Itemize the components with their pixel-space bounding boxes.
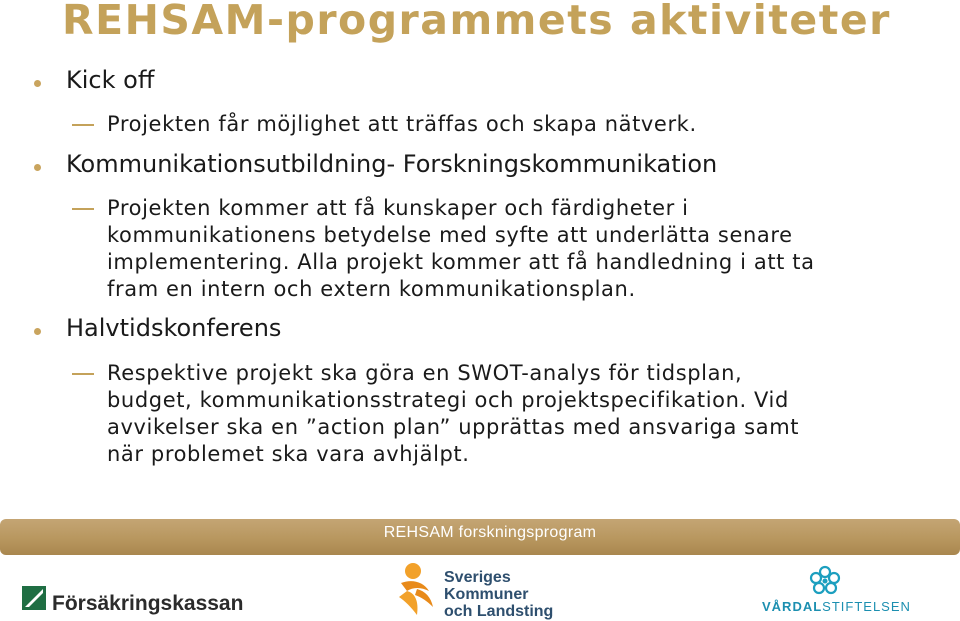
sub-bullet-text: Projekten får möjlighet att träffas och skapa nätverk. [107, 112, 697, 136]
footer-text: REHSAM forskningsprogram [383, 524, 597, 541]
vardalstiftelsen-flower-icon [808, 565, 842, 597]
bullet-dot [34, 164, 41, 171]
sub-bullet-text-line: kommunikationens betydelse med syfte att underlätta senare [107, 223, 793, 247]
sub-bullet-dash [72, 373, 94, 375]
sub-bullet-text-line: när problemet ska vara avhjälpt. [107, 442, 470, 466]
bullet-halvtidskonferens: Halvtidskonferens [66, 314, 282, 342]
skl-logo-icon [393, 561, 439, 617]
slide-title: REHSAM-programmets aktiviteter [62, 0, 891, 44]
sub-bullet-text-line: avvikelser ska en ”action plan” upprättas med ansvariga samt [107, 415, 800, 439]
vardal-part: VÅRDAL [762, 599, 823, 614]
stiftelsen-part: STIFTELSEN [822, 599, 911, 614]
bullet-kommunikationsutbildning: Kommunikationsutbildning- Forskningskommunikation [66, 150, 718, 178]
bullet-kick-off: Kick off [66, 66, 155, 94]
sub-bullet-text-line: fram en intern och extern kommunikationsplan. [107, 277, 636, 301]
sub-bullet-text-line: implementering. Alla projekt kommer att få handledning i att ta [107, 250, 815, 274]
sub-bullet-text-line: budget, kommunikationsstrategi och projektspecifikation. Vid [107, 388, 789, 412]
forsakringskassan-logo-text: Försäkringskassan [52, 592, 244, 615]
bullet-dot [34, 328, 41, 335]
skl-line-1: Sveriges [444, 569, 511, 586]
sub-bullet-text-line: Respektive projekt ska göra en SWOT-analys för tidsplan, [107, 361, 743, 385]
sub-bullet-text-line: Projekten kommer att få kunskaper och färdigheter i [107, 196, 689, 220]
vardalstiftelsen-logo-text [762, 599, 911, 614]
sub-bullet-dash [72, 124, 94, 126]
skl-logo-text [444, 569, 553, 620]
sub-bullet-dash [72, 208, 94, 210]
skl-line-3: och Landsting [444, 603, 554, 620]
bullet-dot [34, 80, 41, 87]
forsakringskassan-logo-icon [22, 586, 46, 610]
skl-line-2: Kommuner [444, 586, 529, 603]
